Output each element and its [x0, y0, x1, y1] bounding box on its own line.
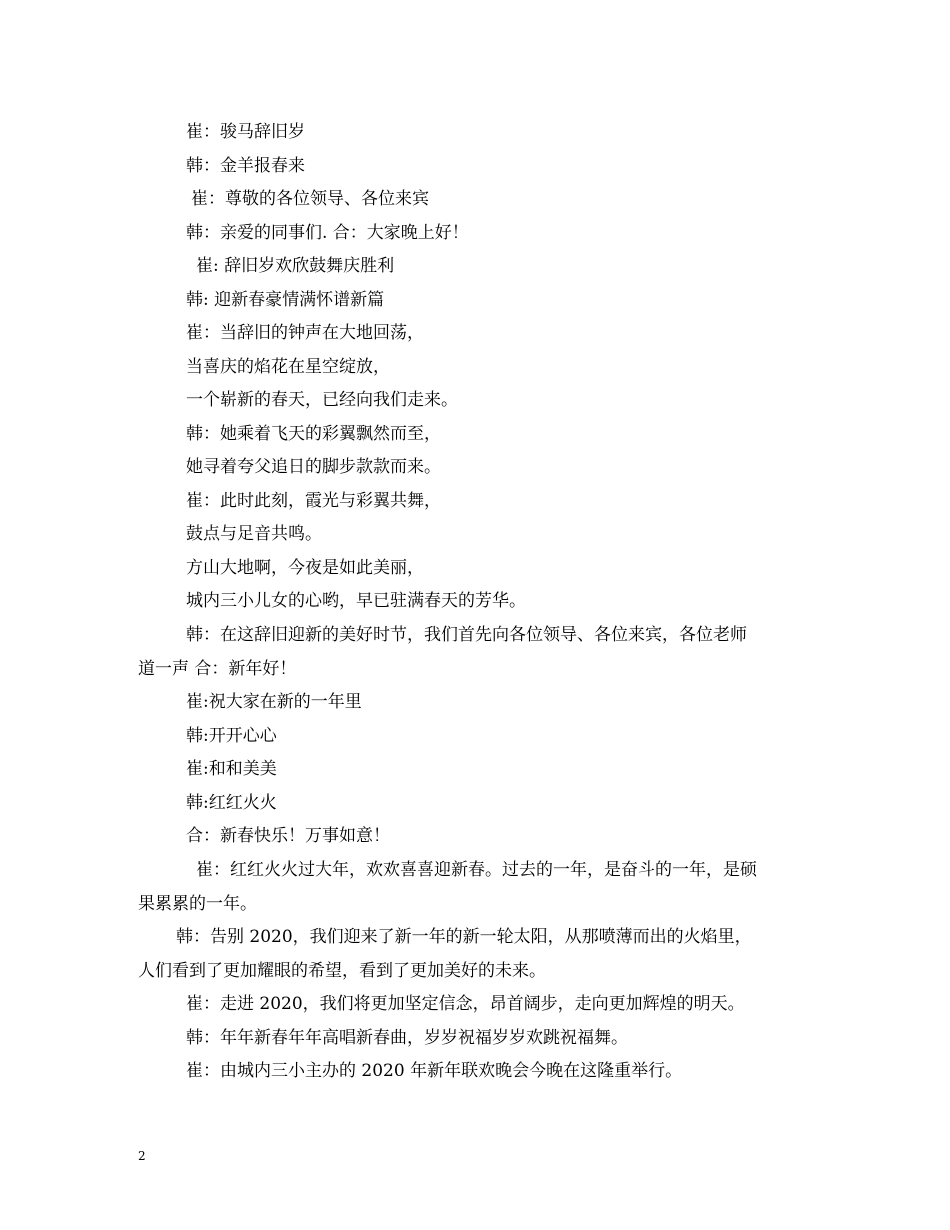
- page-number: 2: [138, 1149, 146, 1163]
- script-line: 崔：红红火火过大年，欢欢喜喜迎新春。过去的一年，是奋斗的一年，是硕: [196, 860, 757, 880]
- script-line: 她寻着夸父追日的脚步款款而来。: [186, 457, 441, 477]
- script-line: 崔:和和美美: [186, 759, 277, 779]
- script-line: 韩：年年新春年年高唱新春曲，岁岁祝福岁岁欢跳祝福舞。: [186, 1028, 628, 1048]
- script-line: 崔：骏马辞旧岁: [186, 122, 305, 142]
- script-line: 当喜庆的焰花在星空绽放，: [186, 357, 390, 377]
- script-line: 果累累的一年。: [138, 894, 257, 914]
- script-line: 崔：此时此刻，霞光与彩翼共舞，: [186, 491, 441, 511]
- script-line: 城内三小儿女的心哟，早已驻满春天的芳华。: [186, 591, 526, 611]
- script-line: 韩：金羊报春来: [186, 156, 305, 176]
- script-line: 崔：走进 2020，我们将更加坚定信念，昂首阔步，走向更加辉煌的明天。: [186, 994, 745, 1014]
- script-line: 人们看到了更加耀眼的希望，看到了更加美好的未来。: [138, 961, 546, 981]
- script-line: 韩：亲爱的同事们. 合：大家晚上好！: [186, 223, 469, 243]
- script-line: 崔：由城内三小主办的 2020 年新年联欢晚会今晚在这隆重举行。: [186, 1061, 683, 1081]
- script-line: 鼓点与足音共鸣。: [186, 524, 322, 544]
- script-line: 韩: 迎新春豪情满怀谱新篇: [186, 290, 385, 310]
- script-line: 韩：她乘着飞天的彩翼飘然而至，: [186, 424, 441, 444]
- script-line: 韩：告别 2020，我们迎来了新一年的新一轮太阳，从那喷薄而出的火焰里，: [176, 927, 752, 947]
- script-line: 方山大地啊，今夜是如此美丽，: [186, 558, 424, 578]
- script-line: 崔：当辞旧的钟声在大地回荡，: [186, 323, 424, 343]
- script-line: 道一声 合：新年好！: [138, 659, 297, 679]
- script-line: 崔:祝大家在新的一年里: [186, 692, 362, 712]
- script-line: 崔: 辞旧岁欢欣鼓舞庆胜利: [196, 256, 395, 276]
- script-line: 一个崭新的春天，已经向我们走来。: [186, 390, 458, 410]
- script-line: 韩:红红火火: [186, 793, 277, 813]
- script-line: 崔：尊敬的各位领导、各位来宾: [191, 189, 429, 209]
- script-line: 韩：在这辞旧迎新的美好时节，我们首先向各位领导、各位来宾，各位老师: [186, 625, 747, 645]
- script-line: 合：新春快乐！万事如意！: [186, 826, 390, 846]
- script-line: 韩:开开心心: [186, 726, 277, 746]
